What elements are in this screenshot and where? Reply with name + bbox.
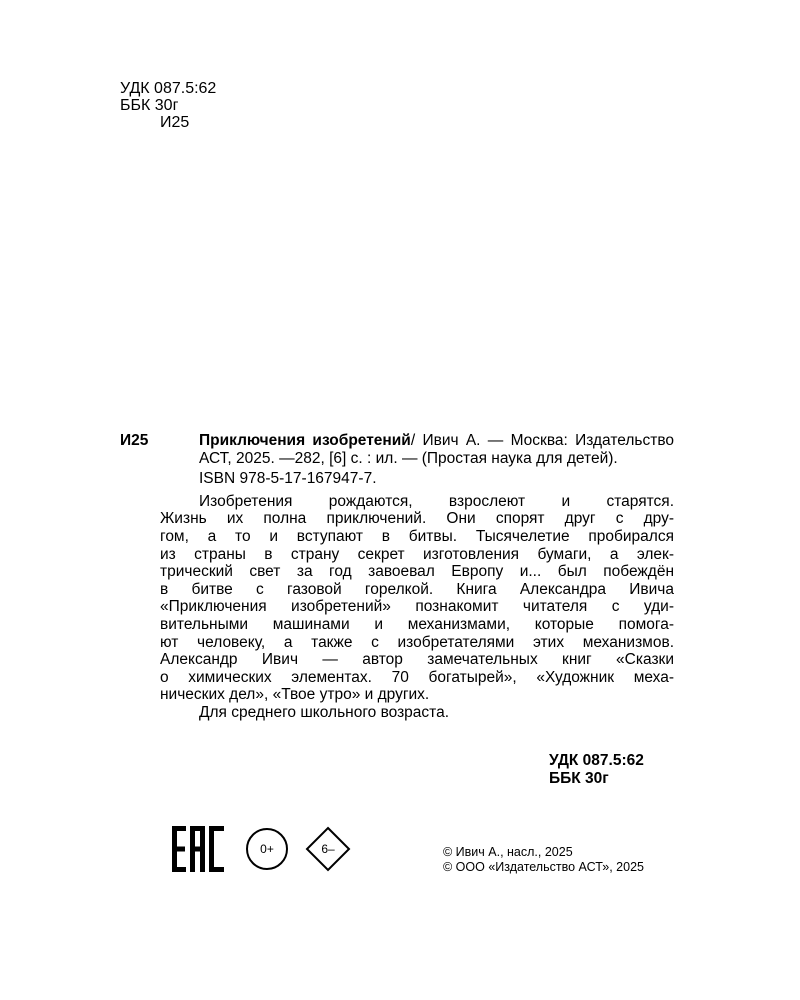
author-sign: И25 bbox=[160, 114, 190, 131]
age-rating-6-icon bbox=[304, 825, 352, 873]
bibliographic-description bbox=[120, 432, 674, 467]
copyright-publisher: © ООО «Издательство АСТ», 2025 bbox=[443, 860, 644, 874]
bibliographic-entry bbox=[120, 432, 674, 722]
annotation-line: ют человеку, а также с изобретателями этих механизмов. bbox=[160, 633, 674, 651]
catalog-codes-top bbox=[120, 80, 216, 131]
annotation-line: Изобретения рождаются, взрослеют и старятся. bbox=[199, 492, 674, 510]
annotation-line: гом, а то и вступают в битвы. Тысячелетие пробирался bbox=[160, 527, 674, 545]
certification-marks bbox=[172, 825, 352, 873]
eac-mark-icon bbox=[172, 826, 224, 872]
book-title: Приключения изобретений bbox=[199, 432, 411, 449]
catalog-codes-bottom bbox=[549, 752, 644, 788]
annotation-line: Жизнь их полна приключений. Они спорят друг с дру- bbox=[160, 510, 674, 528]
annotation-line: Александр Ивич — автор замечательных книг «Сказки bbox=[160, 651, 674, 669]
annotation-line: о химических элементах. 70 богатырей», «Художник меха- bbox=[160, 668, 674, 686]
bbk-code: ББК 30г bbox=[120, 97, 179, 114]
age-rating-6-label: 6– bbox=[321, 842, 335, 856]
age-rating-0-icon bbox=[246, 828, 288, 870]
copyright-block bbox=[443, 845, 644, 875]
annotation-line: в битве с газовой горелкой. Книга Александра Ивича bbox=[160, 580, 674, 598]
annotation-line: нических дел», «Твое утро» и других. bbox=[160, 686, 430, 704]
entry-author-sign: И25 bbox=[120, 432, 149, 449]
annotation bbox=[160, 493, 674, 704]
annotation-line: вительными машинами и механизмами, которые помога- bbox=[160, 615, 674, 633]
annotation-line: «Приключения изобретений» познакомит читателя с уди- bbox=[160, 598, 674, 616]
age-rating-0-label: 0+ bbox=[260, 842, 274, 856]
audience-note: Для среднего школьного возраста. bbox=[199, 703, 450, 721]
udk-code: УДК 087.5:62 bbox=[120, 80, 217, 97]
copyright-author: © Ивич А., насл., 2025 bbox=[443, 845, 573, 859]
bbk-code-bottom: ББК 30г bbox=[549, 770, 609, 787]
annotation-line: трический свет за год завоевал Европу и... был побеждён bbox=[160, 563, 674, 581]
bibliographic-details: / Ивич А. — Москва: Издательство АСТ, 2025. —282, [6] с. : ил. — (Простая наука для детей). bbox=[199, 432, 675, 467]
udk-code-bottom: УДК 087.5:62 bbox=[549, 752, 644, 769]
annotation-line: из страны в страну секрет изготовления бумаги, а элек- bbox=[160, 545, 674, 563]
isbn: ISBN 978-5-17-167947-7. bbox=[199, 470, 377, 488]
